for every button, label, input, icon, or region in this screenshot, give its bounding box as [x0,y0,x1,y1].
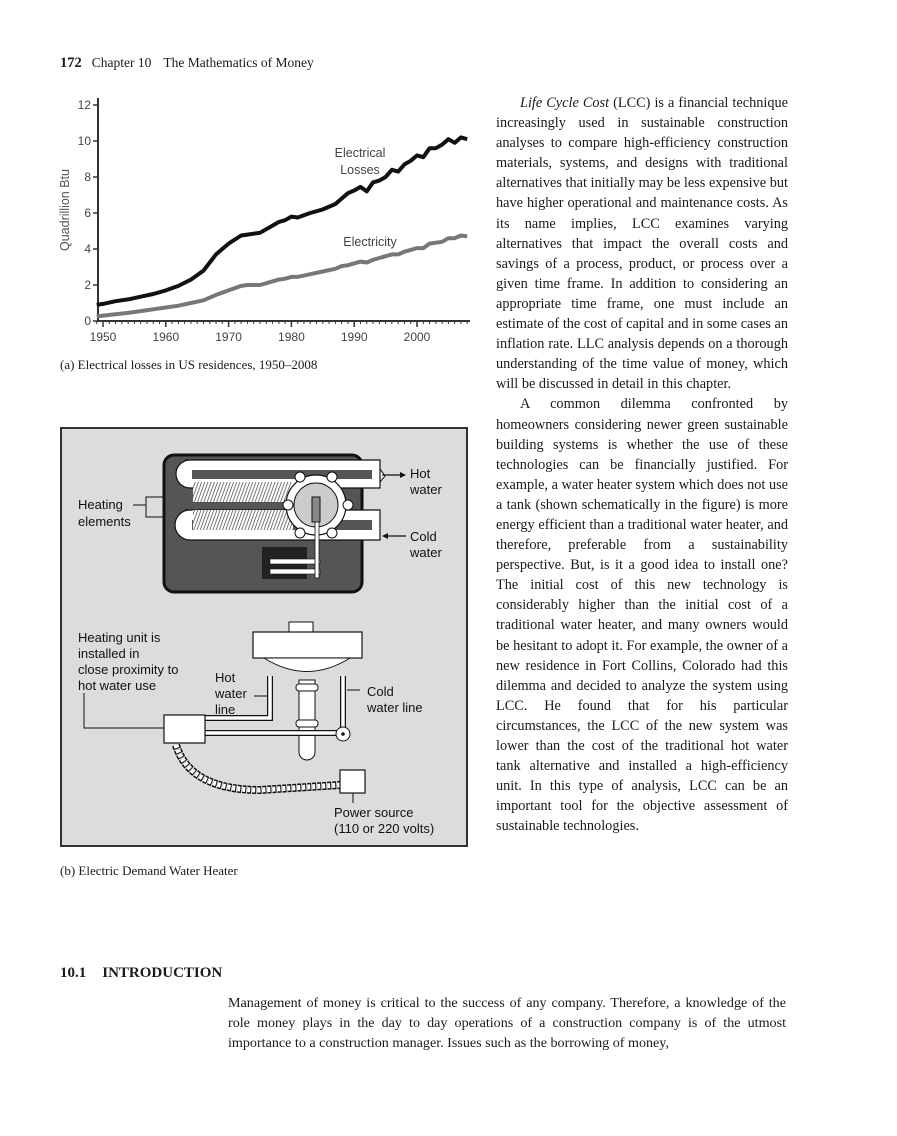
x-tick-label: 1950 [89,330,117,344]
label-unit-2: installed in [78,646,140,661]
paragraph-lcc [496,93,788,394]
label-unit-1: Heating unit is [78,630,161,645]
label-hot-line-3: line [215,702,236,717]
x-tick-label: 1970 [215,330,242,344]
x-tick-label: 2000 [403,330,431,344]
label-cold-water-2: water [410,545,442,560]
x-axis [90,321,470,344]
y-axis [78,98,98,328]
label-power-1: Power source [334,805,414,820]
intro-paragraph: Management of money is critical to the success of any company. Therefore, a knowledge of the role money plays in the day to day operations of a construction company is of the utmost importance to a construction manager. Issues such as the borrowing of money, [228,995,786,1051]
y-axis-label: Quadrillion Btu [58,169,72,251]
series-label-losses-1: Electrical [334,146,386,160]
label-heating-elements-2: elements [78,514,131,529]
intro-text [228,993,786,1053]
y-tick-label: 0 [84,314,91,328]
label-hot-line-1: Hot [215,670,236,685]
y-tick-label: 2 [84,278,91,292]
chapter-title: The Mathematics of Money [163,55,314,70]
electricity-line [97,236,468,317]
label-cold-line-2: water line [367,700,423,715]
x-tick-label: 1980 [278,330,305,344]
term-life-cycle-cost: Life Cycle Cost [520,95,610,111]
paragraph-lcc-text: (LCC) is a financial technique increasingly used in sustainable construction analyses to compare high-efficiency construction materials, systems, and designs with traditional alternatives that initially may be less expensive but have higher operational and maintenance costs. As its name implies, LCC examines varying alternatives that impact the overall costs and savings of a process, product, or process over a given time frame. In addition to considering an appropriate time frame, one must include an estimate of the cost of capital and in some cases an inflation rate. LLC analysis depends on a thorough understanding of the time value of money, which will be discussed in detail in this chapter. [496,95,788,393]
label-hot-water-1: Hot [410,466,431,481]
figure-b-diagram [60,427,468,847]
section-heading [60,965,222,982]
label-unit-3: close proximity to [78,662,179,677]
running-head [60,55,314,72]
label-cold-line-1: Cold [367,684,394,699]
paragraph-dilemma: A common dilemma confronted by homeowners considering newer green sustainable building systems is whether the use of these technologies can be financially justified. For example, a water heater system which does not use a tank (shown schematically in the figure) is more energy efficient than a traditional water heater, and therefore, preferable from a sustainability perspective. But, is it a good idea to install one? The initial cost of this new technology is considerably higher than the initial cost of a traditional water heater, and many owners would be hesitant to adopt it. For example, the owner of a new residence in Fort Collins, Colorado had this dilemma and decided to analyze the system using LCC. He found that for his particular circumstances, the LCC of the new system was lower than the cost of the traditional hot water tank alternative and installed a high-efficiency unit. In this type of analysis, LCC can be an important tool for the objective assessment of sustainable technologies. [496,396,788,835]
label-cold-water-1: Cold [410,529,437,544]
section-number: 10.1 [60,965,87,981]
y-tick-label: 4 [84,242,91,256]
x-tick-label: 1960 [152,330,180,344]
page-number: 172 [60,55,82,71]
label-heating-elements-1: Heating [78,497,123,512]
series-label-electricity: Electricity [343,235,397,249]
label-hot-water-2: water [410,482,442,497]
series-label-losses-2: Losses [340,163,380,177]
y-tick-label: 10 [77,134,91,148]
y-tick-label: 6 [84,206,91,220]
body-text-column [496,93,788,836]
label-power-2: (110 or 220 volts) [334,821,435,836]
section-title: INTRODUCTION [102,965,223,981]
y-tick-label: 12 [77,98,91,112]
figure-b-caption: (b) Electric Demand Water Heater [60,863,238,878]
figure-a-chart [50,90,480,352]
label-unit-4: hot water use [78,678,157,693]
y-tick-label: 8 [84,170,91,184]
x-tick-label: 1990 [340,330,368,344]
label-hot-line-2: water [215,686,247,701]
chapter-label: Chapter 10 [91,55,152,70]
figure-a-caption: (a) Electrical losses in US residences, 1950–2008 [60,357,318,372]
